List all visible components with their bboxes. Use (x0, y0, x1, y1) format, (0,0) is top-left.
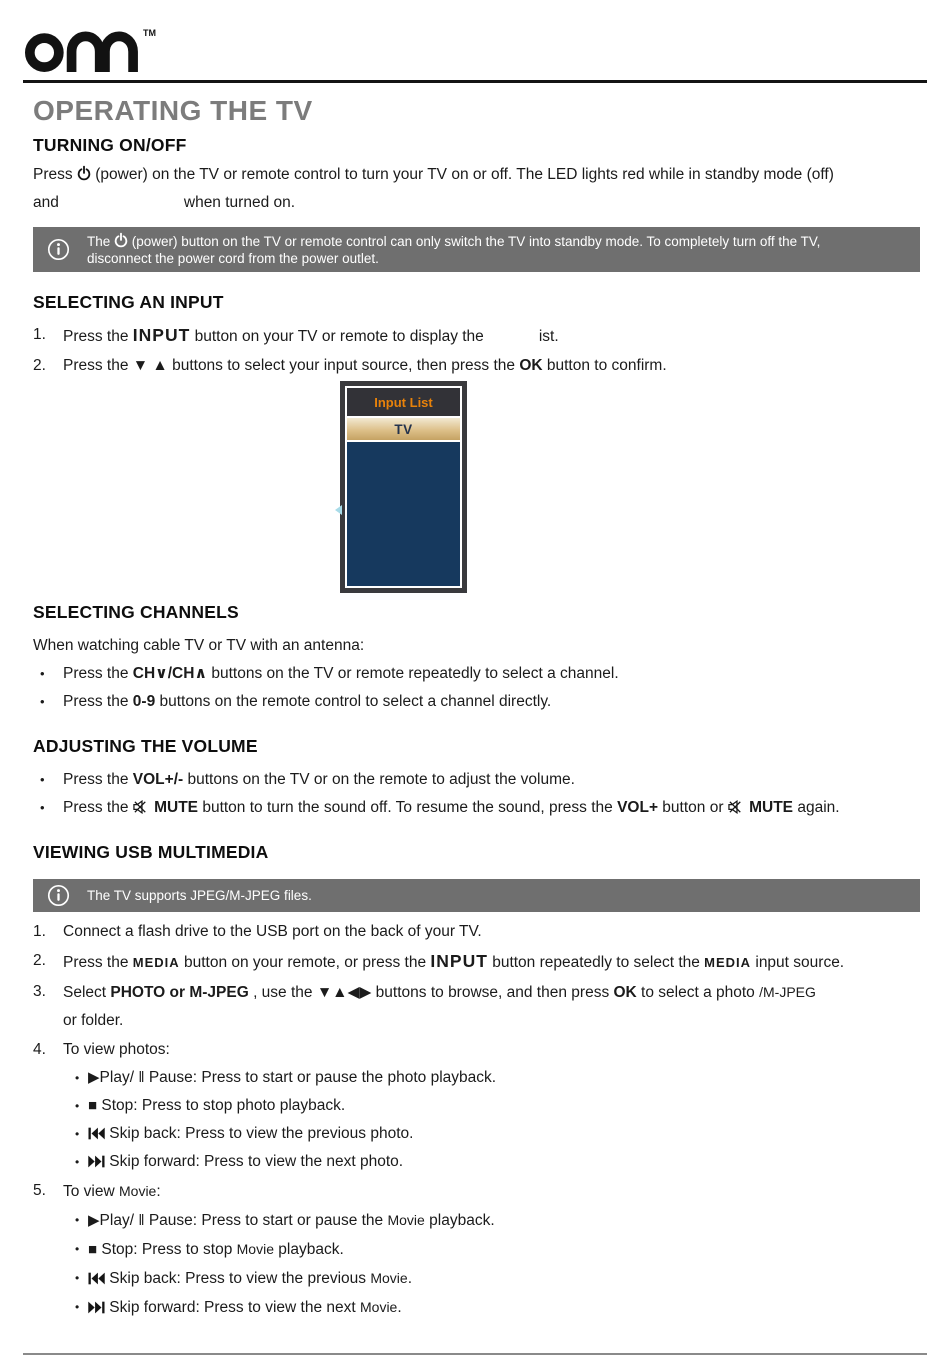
text-segment: Movie (387, 1212, 425, 1228)
sub-bullet-item (63, 1064, 920, 1092)
left-arrow-icon (335, 505, 342, 515)
text-segment: To view photos: (63, 1041, 170, 1058)
info-icon (47, 884, 70, 907)
note-line (87, 887, 312, 904)
sub-bullet-item (63, 1092, 920, 1120)
text-segment: ▼▲◀▶ (316, 984, 372, 1001)
text-segment: OK (519, 357, 543, 374)
item-number: 3. (33, 983, 46, 1000)
brand-logo (25, 26, 927, 76)
text-segment: To view (63, 1183, 119, 1200)
text-segment: ‖ (138, 1212, 145, 1229)
skipfwd-icon (88, 1155, 105, 1168)
text-segment: button to turn the sound off. To resume the sound, press the (198, 799, 618, 816)
text-segment: buttons on the TV or remote repeatedly to select a channel. (207, 665, 619, 682)
skipback-icon (88, 1127, 105, 1140)
text-segment: The (87, 234, 115, 249)
text-segment: button or (658, 799, 728, 816)
page-header (0, 0, 950, 76)
item-line (63, 1007, 920, 1035)
text-segment: playback. (424, 1212, 495, 1229)
text-segment: . (407, 1270, 413, 1287)
item-number: 1. (33, 923, 46, 940)
numbered-item (33, 918, 920, 946)
item-text (63, 947, 920, 977)
channels-intro: When watching cable TV or TV with an antenna: (33, 637, 365, 654)
text-segment: /M-JPEG (759, 984, 816, 1000)
bullet-item (33, 794, 920, 822)
note-line (87, 232, 820, 250)
text-segment: . (397, 1299, 402, 1316)
sub-bullet-item (63, 1206, 920, 1235)
text-segment: INPUT (430, 951, 488, 971)
text-segment: to select a photo (636, 984, 760, 1001)
text-segment: Pause: Press to start or pause the (144, 1212, 388, 1229)
numbered-item (33, 352, 920, 380)
text-segment: button repeatedly to select the (487, 954, 705, 971)
bullet-item (33, 766, 920, 794)
text-segment: button on your remote, or press the (179, 954, 431, 971)
text-segment: VOL+ (617, 799, 658, 816)
text-segment: Stop: Press to stop (97, 1241, 237, 1258)
text-segment: buttons to select your input source, then press the (167, 357, 520, 374)
page-title: OPERATING THE TV (33, 95, 313, 126)
text-segment: Skip forward: Press to view the next photo. (105, 1153, 404, 1170)
item-text (63, 352, 920, 380)
onn-logo-icon (25, 26, 141, 74)
text-segment: buttons on the remote control to select a channel directly. (155, 693, 552, 710)
item-text (63, 321, 920, 351)
text-segment: Play/ (99, 1069, 139, 1086)
note-line (87, 250, 820, 267)
item-line (63, 1177, 920, 1206)
item-number: 2. (33, 952, 46, 969)
bullet-item (33, 660, 920, 688)
text-segment: Press the (63, 954, 133, 971)
numbered-item (33, 1177, 920, 1322)
text-segment: Pause: Press to start or pause the photo playback. (144, 1069, 497, 1086)
item-text (63, 1036, 920, 1176)
text-segment: disconnect the power cord from the power outlet. (87, 251, 379, 266)
text-segment: Movie (370, 1270, 408, 1286)
item-number: 2. (33, 357, 46, 374)
numbered-item (33, 947, 920, 977)
input-list-figure (340, 381, 467, 593)
mute-icon (728, 800, 745, 814)
item-number: 1. (33, 326, 46, 343)
section-heading-turning-on-off: TURNING ON/OFF (33, 135, 187, 155)
item-number: 5. (33, 1182, 46, 1199)
input-list-selected-tv: TV (347, 416, 460, 442)
text-segment: Play/ (99, 1212, 139, 1229)
bullet-item (33, 688, 920, 716)
text-segment: PHOTO or M-JPEG (110, 984, 249, 1001)
text-segment: ‖ (138, 1069, 145, 1086)
paragraph-line (33, 189, 920, 217)
text-segment: Movie (360, 1299, 398, 1315)
sub-bullet-item (63, 1264, 920, 1293)
item-line (63, 1036, 920, 1064)
text-segment: Stop: Press to stop photo playback. (97, 1097, 346, 1114)
text-segment: again. (793, 799, 840, 816)
text-segment: button to confirm. (542, 357, 667, 374)
numbered-item (33, 1036, 920, 1176)
text-segment: ■ (88, 1097, 98, 1114)
text-segment: Press the (63, 799, 133, 816)
item-text (63, 978, 920, 1035)
text-segment: ▶ (88, 1212, 100, 1229)
text-segment: Connect a flash drive to the USB port on the back of your TV. (63, 923, 482, 940)
text-segment: , use the (248, 984, 317, 1001)
input-list-panel (345, 386, 462, 588)
numbered-item (33, 321, 920, 351)
section-heading-adjusting-volume: ADJUSTING THE VOLUME (33, 736, 258, 756)
figure-spacer (33, 380, 920, 616)
text-segment: ▶ (88, 1069, 100, 1086)
power-icon (77, 165, 91, 181)
text-segment: INPUT (132, 325, 191, 345)
sub-bullet-item (63, 1235, 920, 1264)
text-segment: MEDIA (704, 955, 752, 970)
item-text (63, 918, 920, 946)
skipback-icon (88, 1272, 105, 1285)
text-segment: MEDIA (132, 955, 180, 970)
footer-divider (23, 1353, 927, 1355)
text-segment: CH∨/CH∧ (132, 665, 208, 682)
text-segment: Skip back: Press to view the previous (105, 1270, 371, 1287)
note-text (87, 232, 820, 267)
text-segment: button on your TV or remote to display the (190, 328, 484, 345)
section-heading-selecting-channels: SELECTING CHANNELS (33, 602, 239, 622)
note-text (87, 887, 312, 904)
page-content (0, 95, 950, 1322)
text-segment: (power) button on the TV or remote control can only switch the TV into standby mode. To completely turn off the TV, (128, 234, 821, 249)
mute-icon (133, 800, 150, 814)
text-segment: ■ (88, 1241, 98, 1258)
item-line (63, 978, 920, 1007)
text-segment: Press the (63, 357, 133, 374)
text-segment: Select (63, 984, 111, 1001)
text-segment: (power) on the TV or remote control to turn your TV on or off. The LED lights red while in standby mode (off) (90, 166, 834, 183)
item-number: 4. (33, 1041, 46, 1058)
paragraph-line (33, 161, 920, 189)
text-segment: and (33, 194, 59, 211)
section-heading-usb-multimedia: VIEWING USB MULTIMEDIA (33, 842, 269, 862)
text-segment: Skip forward: Press to view the next (105, 1299, 360, 1316)
skipfwd-icon (88, 1301, 105, 1314)
numbered-item (33, 978, 920, 1035)
text-segment: The TV supports JPEG/M-JPEG files. (87, 888, 312, 903)
text-segment: Press (33, 166, 77, 183)
sub-bullet-item (63, 1120, 920, 1148)
text-segment: OK (613, 984, 637, 1001)
text-segment: Press the (63, 665, 133, 682)
item-text (63, 1177, 920, 1322)
section-heading-selecting-input: SELECTING AN INPUT (33, 292, 224, 312)
text-segment: MUTE (749, 799, 794, 816)
info-note-power (33, 227, 920, 272)
power-icon (114, 232, 128, 248)
sub-bullet-item (63, 1293, 920, 1322)
text-segment: ist. (538, 328, 559, 345)
trademark-symbol: TM (143, 28, 156, 38)
turning-paragraph (33, 161, 920, 217)
text-segment: VOL+/- (132, 771, 184, 788)
text-segment: Press the (63, 693, 133, 710)
text-segment: 0-9 (132, 693, 156, 710)
text-segment: : (156, 1183, 161, 1200)
text-segment: when turned on. (183, 194, 296, 211)
text-segment: MUTE (154, 799, 199, 816)
text-segment: Movie (236, 1241, 274, 1257)
info-note-usb (33, 879, 920, 912)
header-divider (23, 80, 927, 83)
text-segment: Skip back: Press to view the previous photo. (105, 1125, 414, 1142)
text-segment: playback. (274, 1241, 344, 1258)
text-segment: input source. (751, 954, 845, 971)
text-segment: buttons to browse, and then press (371, 984, 614, 1001)
text-segment: Press the (63, 328, 133, 345)
text-segment: Press the (63, 771, 133, 788)
text-segment: ▼ ▲ (132, 357, 168, 374)
sub-bullet-item (63, 1148, 920, 1176)
info-icon (47, 238, 70, 261)
text-segment: Movie (119, 1183, 157, 1199)
text-segment: or folder. (63, 1012, 124, 1029)
input-list-title: Input List (347, 388, 460, 416)
text-segment: buttons on the TV or on the remote to adjust the volume. (183, 771, 575, 788)
